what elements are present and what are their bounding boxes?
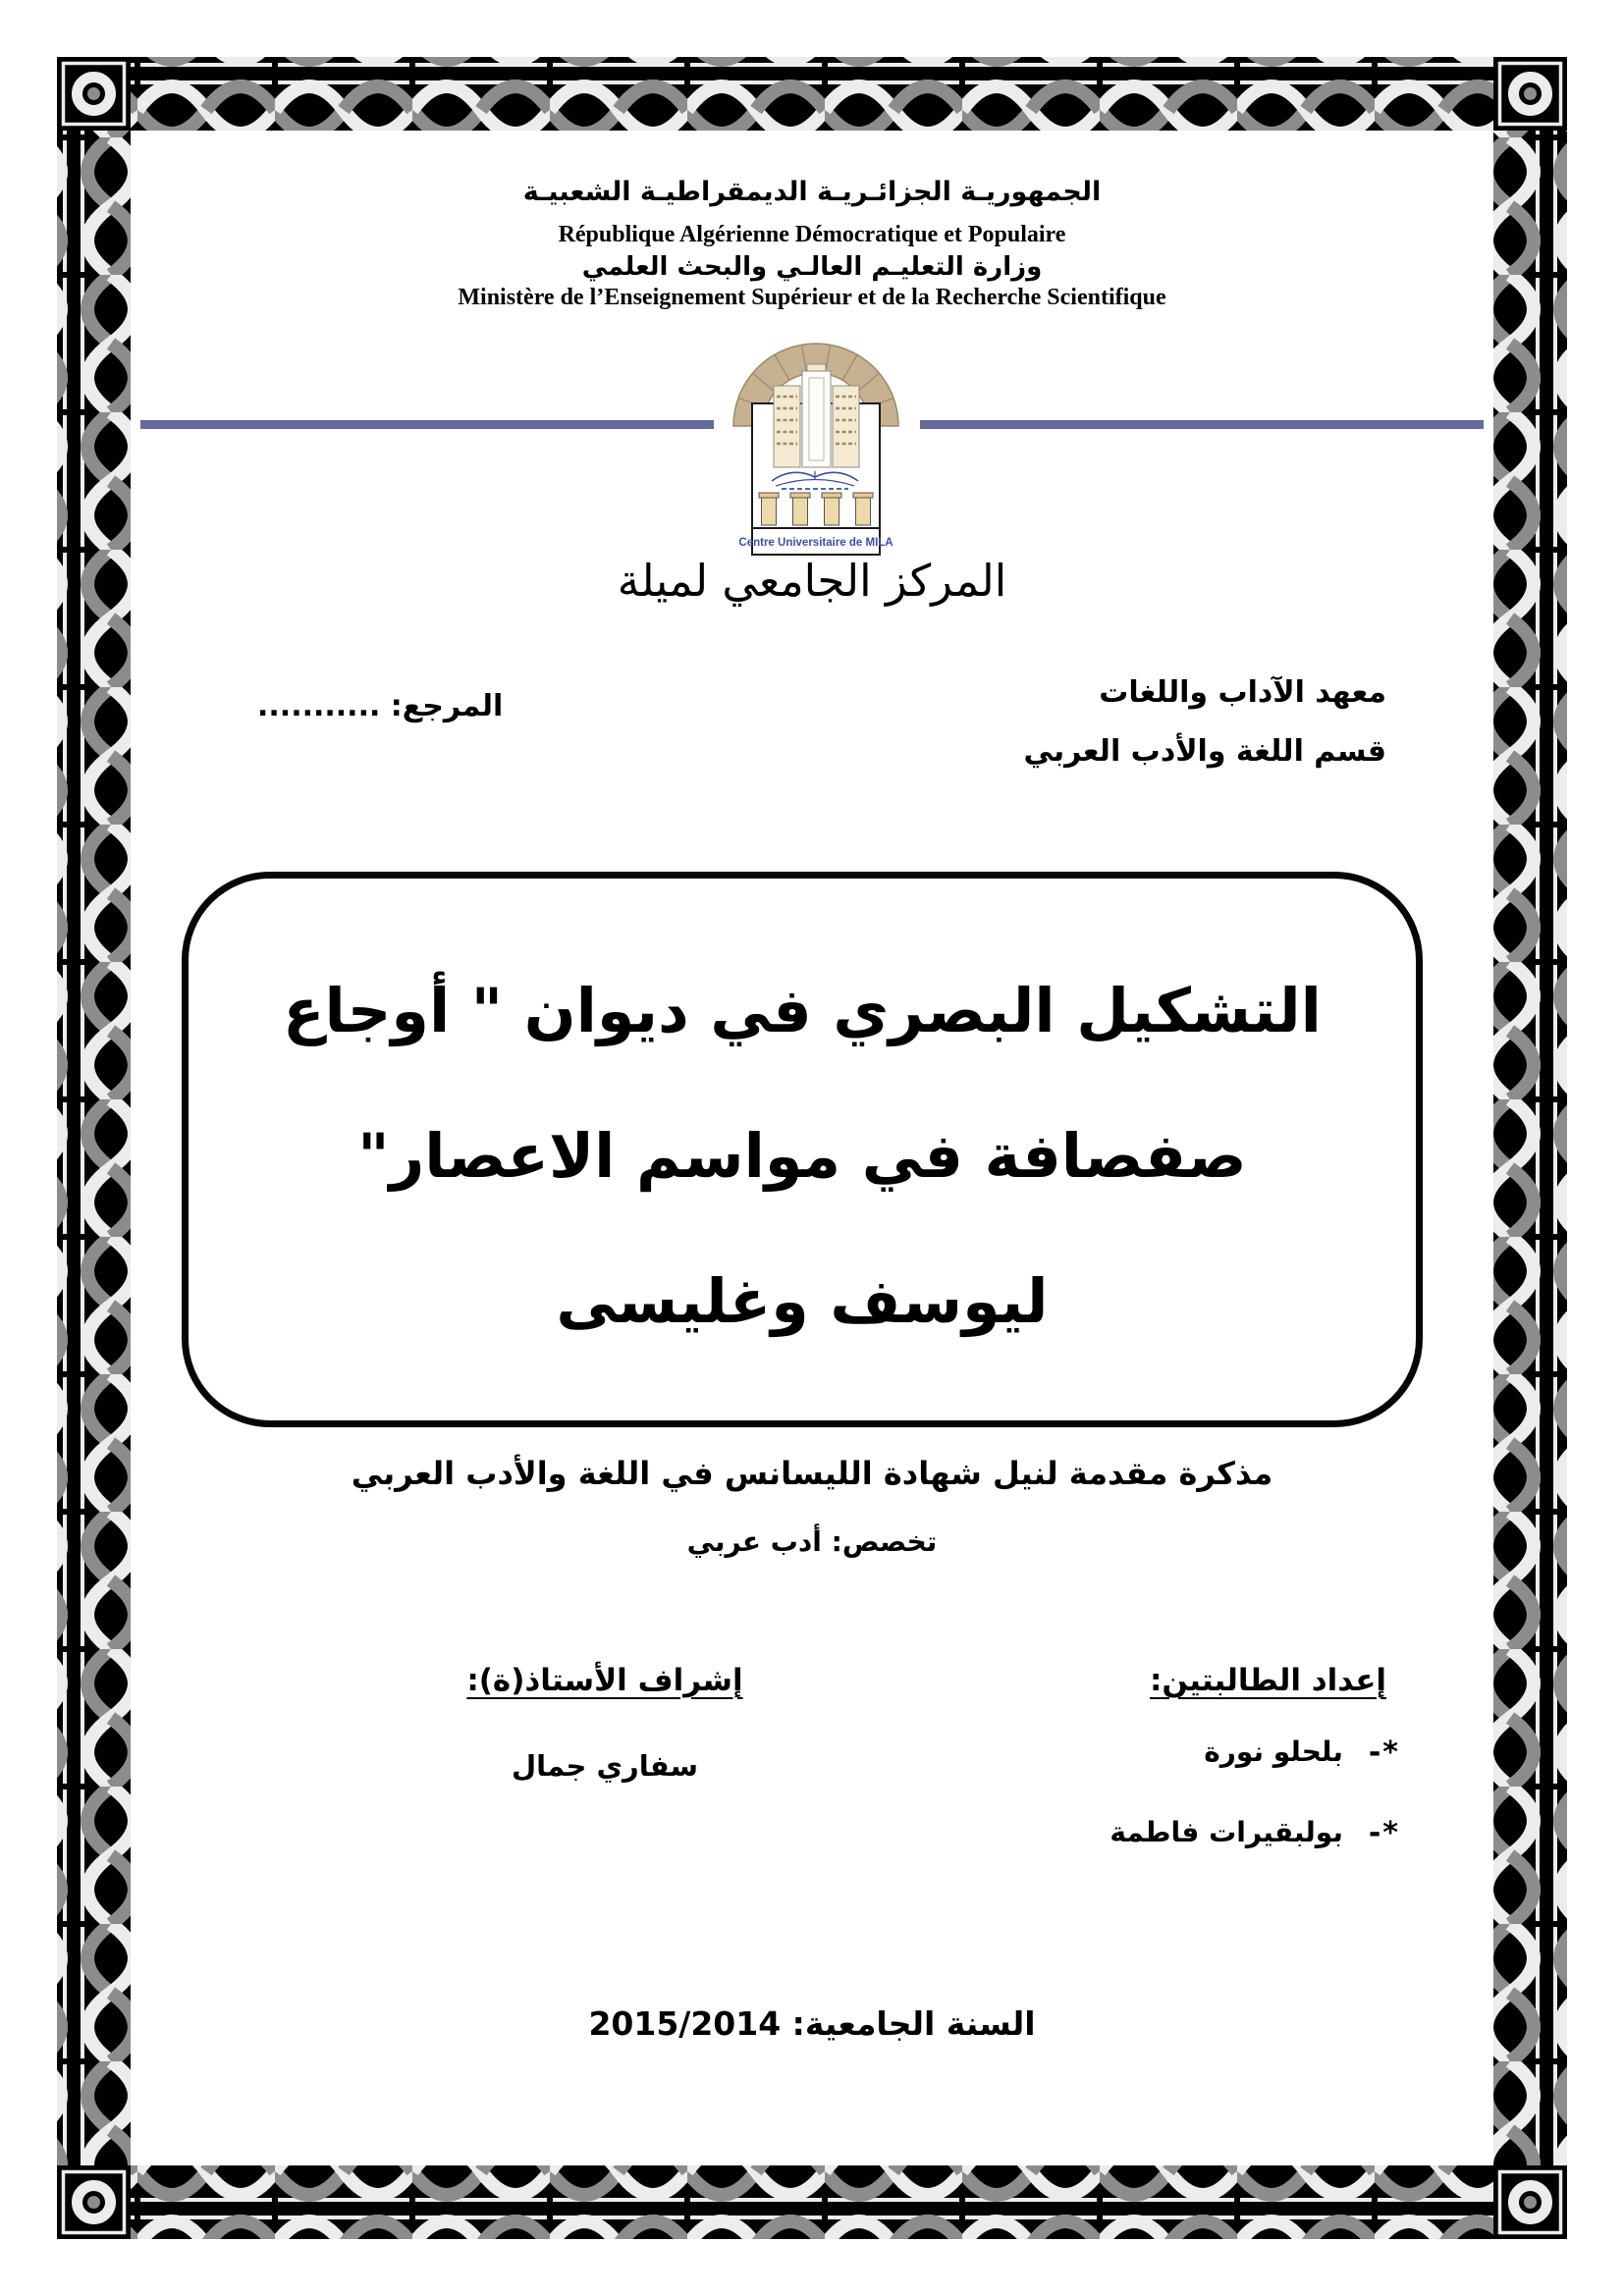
border-corner-top-right bbox=[1493, 57, 1567, 131]
republic-name-arabic: الجمهوريـة الجزائـريـة الديمقراطيـة الشعبيـة bbox=[522, 177, 1102, 207]
memo-description: مذكرة مقدمة لنيل شهادة الليسانس في اللغة والأدب العربي bbox=[351, 1455, 1273, 1492]
thesis-title-line-2: صفصافة في مواسم الاعصار" bbox=[357, 1120, 1247, 1193]
institute-name: معهد الآداب واللغات bbox=[1099, 675, 1386, 710]
academic-year: السنة الجامعية: 2015/2014 bbox=[588, 2004, 1036, 2043]
department-name: قسم اللغة والأدب العربي bbox=[1023, 734, 1386, 769]
thesis-title-box bbox=[182, 872, 1423, 1427]
university-logo bbox=[714, 332, 920, 558]
student-bullet: *- bbox=[1368, 1735, 1400, 1770]
border-bottom-band bbox=[131, 2165, 1493, 2239]
header-block bbox=[0, 177, 1624, 311]
border-top-band bbox=[131, 57, 1493, 131]
border-corner-bottom-right bbox=[1493, 2165, 1567, 2239]
student-bullet: *- bbox=[1368, 1816, 1400, 1850]
border-right-band bbox=[1493, 131, 1567, 2165]
thesis-title-line-1: التشكيل البصري في ديوان " أوجاع bbox=[283, 975, 1322, 1047]
border-corner-bottom-left bbox=[57, 2165, 131, 2239]
specialty-line: تخصص: أدب عربي bbox=[686, 1525, 938, 1558]
university-name: المركز الجامعي لميلة bbox=[617, 555, 1007, 607]
student-name: بولبقيرات فاطمة bbox=[1110, 1816, 1343, 1848]
border-left-band bbox=[57, 131, 131, 2165]
logo-caption-text: Centre Universitaire de MILA bbox=[738, 537, 893, 549]
republic-name-french: République Algérienne Démocratique et Populaire bbox=[558, 222, 1066, 247]
thesis-title-line-3: ليوسف وغليسى bbox=[556, 1265, 1049, 1338]
ministry-name-french: Ministère de l’Enseignement Supérieur et de la Recherche Scientifique bbox=[458, 285, 1166, 310]
border-corner-top-left bbox=[57, 57, 131, 131]
supervision-heading: إشراف الأستاذ(ة): bbox=[466, 1663, 743, 1698]
student-name: بلحلو نورة bbox=[1204, 1735, 1343, 1768]
reference-field: المرجع: ........... bbox=[257, 689, 504, 723]
supervisor-name: سفاري جمال bbox=[511, 1749, 699, 1783]
prepared-by-heading: إعداد الطالبتين: bbox=[1149, 1663, 1386, 1698]
ministry-name-arabic: وزارة التعليـم العالـي والبحث العلمي bbox=[581, 252, 1043, 282]
student-row bbox=[1110, 1816, 1400, 1850]
student-row bbox=[1204, 1735, 1400, 1770]
